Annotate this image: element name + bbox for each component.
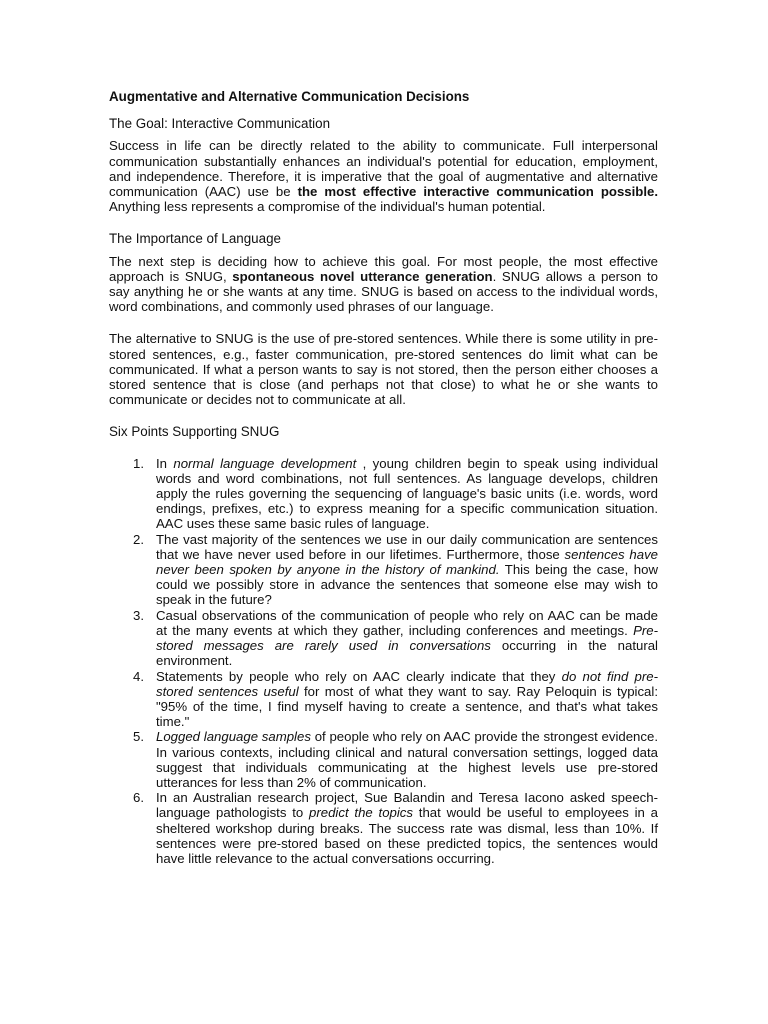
text-run: Anything less represents a compromise of the individual's human potential. xyxy=(109,199,546,215)
list-item-number: 1. xyxy=(133,455,144,471)
list-item-number: 2. xyxy=(133,531,144,547)
list-item xyxy=(109,790,658,866)
document-body xyxy=(109,89,658,866)
list-item xyxy=(109,532,658,608)
section-heading-six-points: Six Points Supporting SNUG xyxy=(109,424,280,440)
italic-text: sentences have never been spoken by anyone in the history of mankind. xyxy=(156,546,658,578)
paragraph-language-1 xyxy=(109,254,658,315)
list-item xyxy=(109,456,658,532)
text-run: The vast majority of the sentences we use in our daily communication are sentences that we have never used before in our lifetimes. Furthermore, those xyxy=(156,531,658,562)
text-run: for most of what they want to say. Ray Peloquin is typical: "95% of the time, I find myself having to create a sentence, and that's what takes time." xyxy=(156,683,658,730)
list-item-number: 4. xyxy=(133,668,144,684)
paragraph-goal xyxy=(109,138,658,214)
list-item xyxy=(109,608,658,669)
bold-text: spontaneous novel utterance generation xyxy=(232,268,493,284)
text-run: Casual observations of the communication of people who rely on AAC can be made at the many events at which they gather, including conferences and meetings. xyxy=(156,607,658,638)
document-title: Augmentative and Alternative Communication Decisions xyxy=(109,89,470,104)
section-heading-goal: The Goal: Interactive Communication xyxy=(109,116,331,132)
italic-text: Pre-stored messages are rarely used in conversations xyxy=(156,622,658,654)
list-item xyxy=(109,669,658,730)
text-run: This being the case, how could we possibly store in advance the sentences that someone else may wish to speak in the future? xyxy=(156,562,658,608)
text-run: Statements by people who rely on AAC clearly indicate that they xyxy=(156,668,562,684)
text-run: of people who rely on AAC provide the strongest evidence. In various contexts, including clinical and natural conversation settings, logged data suggest that individuals communicating at the highest levels use pre-stored utterances for less than 2% of communication. xyxy=(156,729,658,790)
italic-text: predict the topics xyxy=(309,805,413,821)
italic-text: normal language development xyxy=(173,455,357,471)
list-item xyxy=(109,729,658,790)
text-run: occurring in the natural environment. xyxy=(156,638,658,669)
italic-text: Logged language samples xyxy=(156,729,311,745)
text-run: that would be useful to employees in a sheltered workshop during breaks. The success rate was dismal, less than 10%. If sentences were pre-stored based on these predicted topics, the sentences would have little relevance to the actual conversations occurring. xyxy=(156,805,658,866)
text-run: , young children begin to speak using individual words and word combinations, not full sentences. As language develops, children apply the rules governing the sequencing of language's basic units (i.e. words, word endings, prefixes, etc.) to express meaning for a specific communication situation. AAC uses these same basic rules of language. xyxy=(156,455,659,532)
text-run: . SNUG allows a person to say anything he or she wants at any time. SNUG is based on access to the individual words, word combinations, and commonly used phrases of our language. xyxy=(109,268,658,315)
six-points-list xyxy=(109,456,658,866)
text-run: In xyxy=(156,455,174,471)
list-item-number: 6. xyxy=(133,790,144,806)
list-item-number: 3. xyxy=(133,607,144,623)
paragraph-language-2: The alternative to SNUG is the use of pre-stored sentences. While there is some utility in pre-stored sentences, e.g., faster communication, pre-stored sentences do limit what can be communicated. If what a person wants to say is not stored, then the person either chooses a stored sentence that is close (and perhaps not that close) to what he or she wants to communicate or decides not to communicate at all. xyxy=(109,331,658,408)
bold-text: the most effective interactive communication possible. xyxy=(297,184,658,200)
text-run: Success in life can be directly related to the ability to communicate. Full interpersonal communication substantially enhances an individual's potential for education, employment, and independence. Therefore, it is imperative that the goal of augmentative and alternative communication (AAC) use be xyxy=(109,138,658,200)
text-run: The next step is deciding how to achieve this goal. For most people, the most effective approach is SNUG, xyxy=(109,253,658,284)
section-heading-language: The Importance of Language xyxy=(109,231,281,247)
list-item-number: 5. xyxy=(133,729,144,745)
italic-text: do not find pre-stored sentences useful xyxy=(156,668,658,699)
text-run: In an Australian research project, Sue Balandin and Teresa Iacono asked speech-language pathologists to xyxy=(156,790,658,821)
